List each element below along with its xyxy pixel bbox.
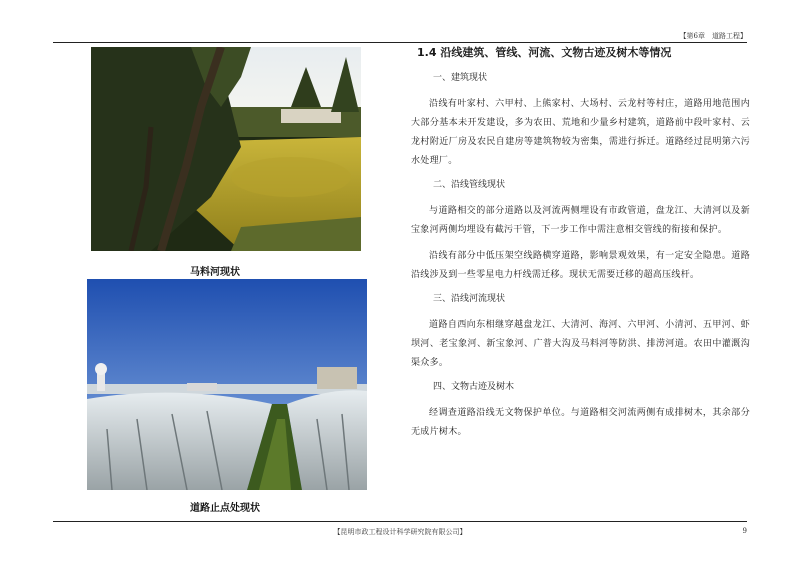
- greenhouse-photo: [87, 279, 367, 490]
- subheading-pipelines: 二、沿线管线现状: [433, 180, 506, 190]
- paragraph-power-lines: 沿线有部分中低压架空线路横穿道路，影响景观效果，有一定安全隐患。道路沿线涉及到一些零星电力杆线需迁移。现状无需要迁移的超高压线杆。: [411, 251, 750, 280]
- river-photo: [91, 47, 361, 251]
- chapter-header-tag: 【第6章 道路工程】: [679, 32, 747, 40]
- section-text-column: [407, 45, 750, 449]
- footer-institute: 【昆明市政工程设计科学研究院有限公司】: [333, 528, 467, 536]
- section-title: 1.4 沿线建筑、管线、河流、文物古迹及树木等情况: [417, 46, 672, 59]
- page-number: 9: [742, 527, 747, 535]
- subheading-rivers: 三、沿线河流现状: [433, 294, 506, 304]
- paragraph-buildings: 沿线有叶家村、六甲村、上熊家村、大场村、云龙村等村庄，道路用地范围内大部分基本未开发建设，多为农田、荒地和少量乡村建筑，道路前中段叶家村、云龙村附近厂房及农民自建房等建筑物较为密集，需进行拆迁。道路经过昆明第六污水处理厂。: [411, 99, 750, 166]
- paragraph-rivers: 道路自西向东相继穿越盘龙江、大清河、海河、六甲河、小清河、五甲河、虾坝河、老宝象河、新宝象河、广普大沟及马料河等防洪、排涝河道。农田中灌溉沟渠众多。: [411, 320, 750, 368]
- paragraph-pipelines: 与道路相交的部分道路以及河流两侧埋设有市政管道，盘龙江、大清河以及新宝象河两侧均埋设有截污干管，下一步工作中需注意相交管线的衔接和保护。: [411, 206, 750, 235]
- greenhouse-photo-caption: 道路止点处现状: [190, 503, 260, 514]
- river-photo-caption: 马料河现状: [190, 267, 240, 278]
- subheading-buildings: 一、建筑现状: [433, 73, 488, 83]
- subheading-relics-trees: 四、文物古迹及树木: [433, 382, 515, 392]
- paragraph-relics-trees: 经调查道路沿线无文物保护单位。与道路相交河流两侧有成排树木，其余部分无成片树木。: [411, 408, 750, 437]
- header-rule: [53, 42, 747, 43]
- footer-rule: [53, 521, 747, 522]
